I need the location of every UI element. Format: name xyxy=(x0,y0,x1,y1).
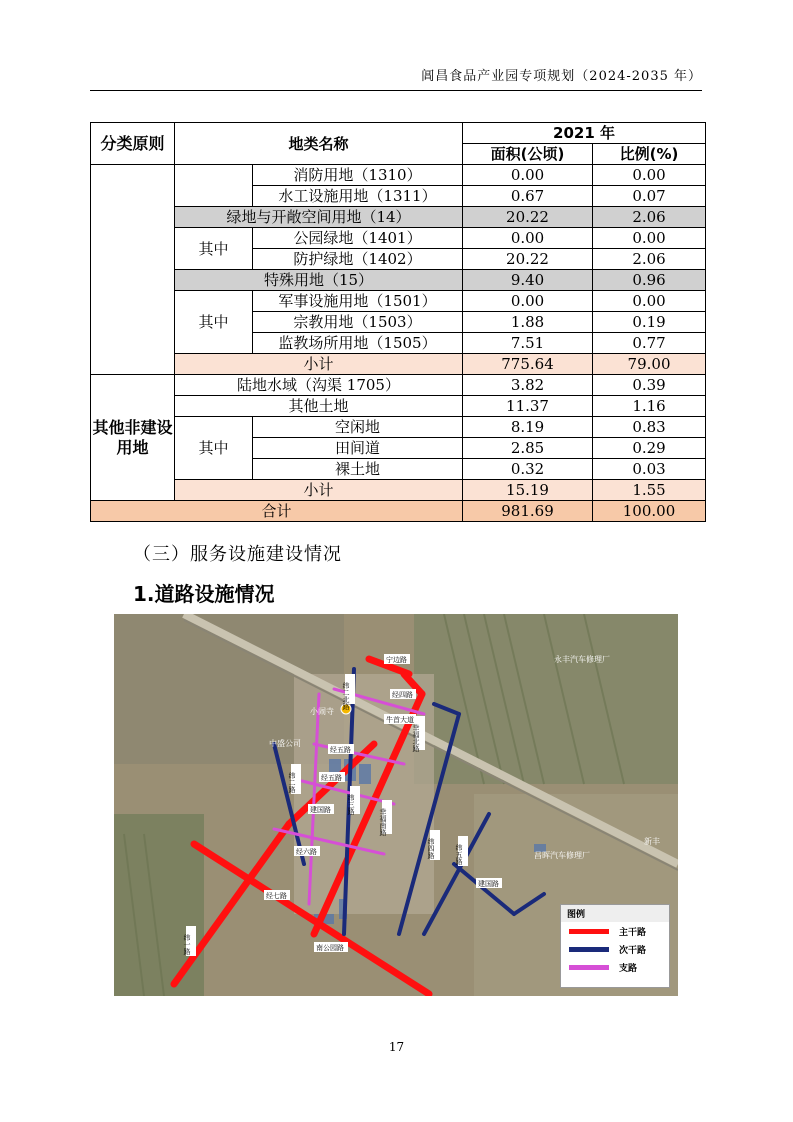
label-jingwu: 经五路 xyxy=(321,774,342,782)
header-year: 2021 年 xyxy=(463,123,706,144)
land-name: 绿地与开敞空间用地（14） xyxy=(175,207,463,228)
land-ratio: 0.19 xyxy=(593,312,706,333)
land-area: 2.85 xyxy=(463,438,593,459)
header-area: 面积(公顷) xyxy=(463,144,593,165)
land-name: 特殊用地（15） xyxy=(175,270,463,291)
land-name: 裸土地 xyxy=(253,459,463,480)
principle-other: 其他非建设用地 xyxy=(91,375,175,501)
label-xingfu-nan: 幸福南路 xyxy=(379,808,387,836)
subtotal-row xyxy=(91,354,706,375)
table-row xyxy=(91,417,706,438)
land-ratio: 0.00 xyxy=(593,291,706,312)
land-area: 0.00 xyxy=(463,228,593,249)
land-area: 7.51 xyxy=(463,333,593,354)
label-niushui: 牛首大道 xyxy=(386,716,414,724)
land-area: 0.32 xyxy=(463,459,593,480)
land-area: 15.19 xyxy=(463,480,593,501)
legend-item-branch xyxy=(561,958,669,976)
qizhong-label: 其中 xyxy=(175,417,253,480)
field-patch xyxy=(114,814,204,996)
land-ratio: 0.03 xyxy=(593,459,706,480)
legend-item-main xyxy=(561,922,669,940)
legend-label: 次干路 xyxy=(619,945,647,956)
land-area: 8.19 xyxy=(463,417,593,438)
section-title: （三）服务设施建设情况 xyxy=(133,544,342,565)
land-use-table xyxy=(90,122,706,522)
road-map xyxy=(114,614,678,996)
land-name: 消防用地（1310） xyxy=(253,165,463,186)
land-ratio: 100.00 xyxy=(593,501,706,522)
qizhong-label: 其中 xyxy=(175,228,253,270)
label-jingwu-top: 经五路 xyxy=(330,746,351,754)
legend-title: 图例 xyxy=(561,905,669,922)
label-ningbian: 宁边路 xyxy=(386,656,407,664)
land-area: 11.37 xyxy=(463,396,593,417)
land-area: 775.64 xyxy=(463,354,593,375)
label-jingqi: 经七路 xyxy=(266,892,287,900)
land-name: 监教场所用地（1505） xyxy=(253,333,463,354)
sub-group-cell xyxy=(175,165,253,207)
legend-swatch xyxy=(569,929,609,934)
table-row xyxy=(91,228,706,249)
label-xiaonaosi: 小闹寺 xyxy=(310,707,334,716)
field-patch xyxy=(414,614,678,784)
land-ratio: 2.06 xyxy=(593,207,706,228)
land-name: 其他土地 xyxy=(175,396,463,417)
table-row xyxy=(91,291,706,312)
legend-item-secondary xyxy=(561,940,669,958)
land-name: 水工设施用地（1311） xyxy=(253,186,463,207)
land-area: 20.22 xyxy=(463,249,593,270)
map-legend xyxy=(560,904,670,988)
page-header: 阊昌食品产业园专项规划（2024-2035 年） xyxy=(90,68,702,91)
land-name: 田间道 xyxy=(253,438,463,459)
land-ratio: 79.00 xyxy=(593,354,706,375)
land-name: 空闲地 xyxy=(253,417,463,438)
land-ratio: 0.96 xyxy=(593,270,706,291)
page-number: 17 xyxy=(388,1040,405,1054)
land-name: 陆地水域（沟渠 1705） xyxy=(175,375,463,396)
land-ratio: 0.29 xyxy=(593,438,706,459)
label-xingfu-bei: 幸福北路 xyxy=(412,724,420,752)
label-jianguo2: 建国路 xyxy=(478,880,499,888)
header-land-name: 地类名称 xyxy=(175,123,463,165)
legend-label: 支路 xyxy=(619,963,638,974)
land-name: 防护绿地（1402） xyxy=(253,249,463,270)
table-row xyxy=(91,375,706,396)
label-changhui: 昌晖汽车修理厂 xyxy=(534,851,590,860)
header-ratio: 比例(%) xyxy=(593,144,706,165)
label-nangonglu: 南公园路 xyxy=(316,944,344,952)
qizhong-label: 其中 xyxy=(175,291,253,354)
land-area: 981.69 xyxy=(463,501,593,522)
label-xinfeng: 新丰 xyxy=(644,837,660,846)
label-zhonggongsi: 中盛公司 xyxy=(269,739,301,748)
label-jingsi: 经四路 xyxy=(392,691,413,699)
legend-swatch xyxy=(569,947,609,952)
label-wei1: 纬一路 xyxy=(183,934,191,955)
land-ratio: 0.00 xyxy=(593,228,706,249)
legend-swatch xyxy=(569,965,609,970)
land-name: 公园绿地（1401） xyxy=(253,228,463,249)
label-jianguo: 建国路 xyxy=(310,806,331,814)
land-area: 0.00 xyxy=(463,291,593,312)
land-ratio: 1.55 xyxy=(593,480,706,501)
land-ratio: 0.39 xyxy=(593,375,706,396)
land-area: 9.40 xyxy=(463,270,593,291)
label-weier-bei: 纬二北路 xyxy=(342,682,350,710)
table-row xyxy=(91,270,706,291)
land-area: 3.82 xyxy=(463,375,593,396)
label-wei3: 纬三路 xyxy=(347,794,355,815)
land-name: 小计 xyxy=(175,354,463,375)
total-row xyxy=(91,501,706,522)
land-ratio: 0.00 xyxy=(593,165,706,186)
land-name: 合计 xyxy=(91,501,463,522)
land-ratio: 1.16 xyxy=(593,396,706,417)
table-row xyxy=(91,165,706,186)
label-jingliu: 经六路 xyxy=(296,848,317,856)
label-wei5: 纬五路 xyxy=(455,844,463,865)
land-ratio: 0.77 xyxy=(593,333,706,354)
subtotal-row xyxy=(91,480,706,501)
land-area: 20.22 xyxy=(463,207,593,228)
label-weier: 纬二路 xyxy=(288,772,296,793)
principle-cell-cont xyxy=(91,165,175,375)
land-name: 小计 xyxy=(175,480,463,501)
header-principle: 分类原则 xyxy=(91,123,175,165)
land-ratio: 0.07 xyxy=(593,186,706,207)
land-ratio: 0.83 xyxy=(593,417,706,438)
label-wei4: 纬四路 xyxy=(427,838,435,859)
table-row xyxy=(91,207,706,228)
land-ratio: 2.06 xyxy=(593,249,706,270)
land-area: 0.00 xyxy=(463,165,593,186)
land-name: 宗教用地（1503） xyxy=(253,312,463,333)
land-area: 0.67 xyxy=(463,186,593,207)
land-area: 1.88 xyxy=(463,312,593,333)
legend-label: 主干路 xyxy=(619,927,647,938)
land-name: 军事设施用地（1501） xyxy=(253,291,463,312)
sub-title: 1.道路设施情况 xyxy=(133,582,275,606)
table-row xyxy=(91,396,706,417)
label-yongfeng: 永丰汽车修理厂 xyxy=(554,655,610,664)
